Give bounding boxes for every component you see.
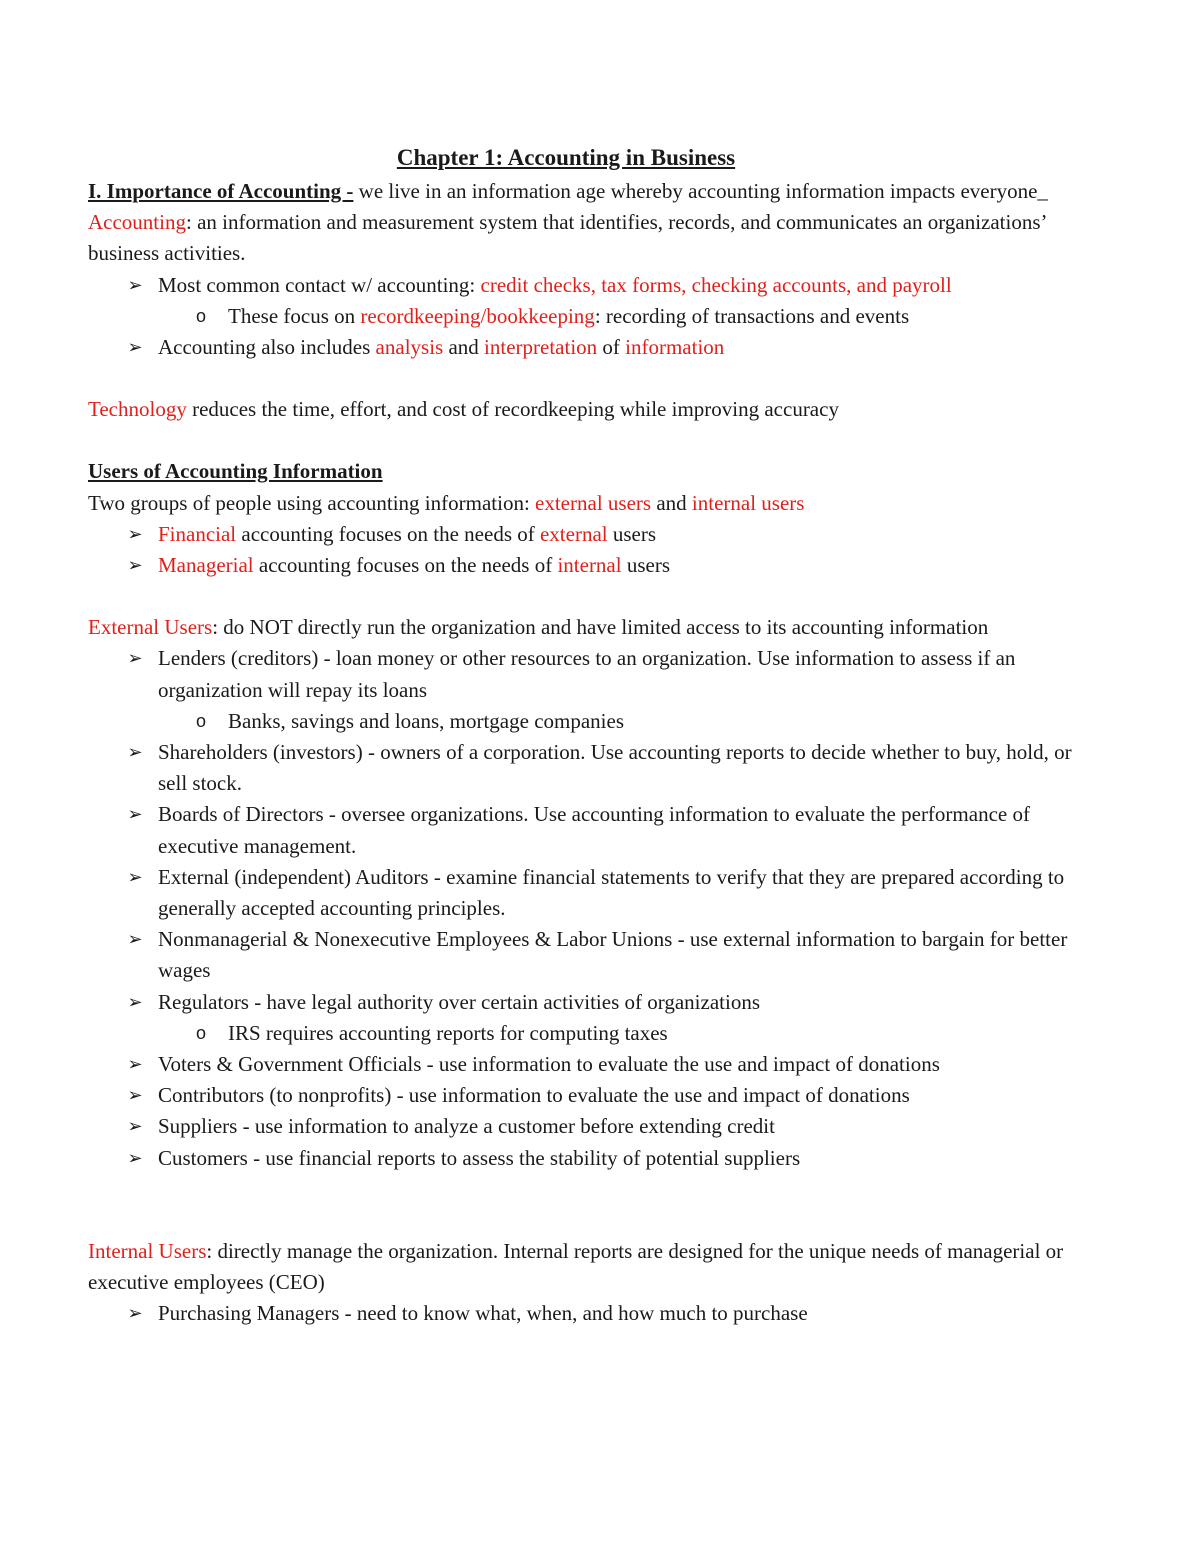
- contact-highlight: credit checks, tax forms, checking accounts, and payroll: [480, 272, 952, 297]
- external-users-term: External Users: [88, 615, 213, 640]
- contact-text: Most common contact w/ accounting:: [158, 272, 481, 297]
- external-item-text: Suppliers - use information to analyze a customer before extending credit: [158, 1114, 775, 1139]
- arrow-bullet-icon: ➢: [127, 1303, 143, 1325]
- technology-term: Technology: [88, 397, 187, 422]
- list-item: [158, 706, 1078, 737]
- managerial-term: Managerial: [158, 553, 254, 578]
- accounting-term: Accounting: [88, 210, 186, 235]
- arrow-bullet-icon: ➢: [127, 1116, 143, 1138]
- internal-users-term: Internal Users: [88, 1238, 207, 1263]
- arrow-bullet-icon: ➢: [127, 1147, 143, 1169]
- financial-term: Financial: [158, 521, 237, 546]
- contact-sublist: [158, 301, 1078, 332]
- regulators-sub-text: IRS requires accounting reports for computing taxes: [228, 1020, 668, 1045]
- list-item: [88, 1143, 1078, 1174]
- financial-mid: accounting focuses on the needs of: [236, 521, 540, 546]
- accounting-list: [88, 270, 1078, 364]
- spacer: [88, 425, 1078, 456]
- financial-post: users: [607, 521, 657, 546]
- internal-users-text: : directly manage the organization. Internal reports are designed for the unique needs of managerial or executive employees (CEO): [88, 1238, 1064, 1295]
- list-item: [88, 1298, 1078, 1329]
- external-item-text: Customers - use financial reports to assess the stability of potential suppliers: [158, 1145, 801, 1170]
- lenders-sublist: [158, 706, 1078, 737]
- users-intro-w1: external users: [535, 490, 652, 515]
- arrow-bullet-icon: ➢: [127, 866, 143, 888]
- lenders-sub-text: Banks, savings and loans, mortgage companies: [228, 708, 625, 733]
- list-item: [88, 332, 1078, 363]
- circle-bullet-icon: o: [196, 305, 207, 326]
- users-intro: [88, 488, 1078, 519]
- importance-heading: I. Importance of Accounting -: [88, 179, 354, 203]
- technology-paragraph: [88, 394, 1078, 425]
- document-page: [88, 140, 1078, 1330]
- chapter-title: Chapter 1: Accounting in Business: [396, 145, 736, 170]
- external-item-text: Contributors (to nonprofits) - use information to evaluate the use and impact of donations: [158, 1083, 910, 1108]
- sub-highlight: recordkeeping/bookkeeping: [360, 303, 595, 328]
- list-item: [88, 799, 1078, 861]
- arrow-bullet-icon: ➢: [127, 804, 143, 826]
- includes-pre: Accounting also includes: [158, 335, 376, 360]
- internal-users-paragraph: [88, 1236, 1078, 1298]
- spacer: [88, 363, 1078, 394]
- financial-w: external: [539, 521, 608, 546]
- arrow-bullet-icon: ➢: [127, 337, 143, 359]
- list-item: [88, 1080, 1078, 1111]
- users-list: [88, 519, 1078, 581]
- managerial-post: users: [621, 553, 671, 578]
- users-heading-line: [88, 456, 1078, 487]
- arrow-bullet-icon: ➢: [127, 742, 143, 764]
- sub-pre: These focus on: [228, 303, 361, 328]
- arrow-bullet-icon: ➢: [127, 929, 143, 951]
- external-item-text: External (independent) Auditors - examine financial statements to verify that they are prepared according to generally accepted accounting principles.: [158, 864, 1065, 921]
- external-item-text: Voters & Government Officials - use information to evaluate the use and impact of donations: [158, 1052, 940, 1077]
- accounting-definition-text: : an information and measurement system that identifies, records, and communicates an organizations’ business activities.: [88, 210, 1046, 266]
- includes-mid1: and: [443, 335, 485, 360]
- importance-text: we live in an information age whereby accounting information impacts everyone_: [353, 179, 1048, 203]
- list-item: [88, 737, 1078, 799]
- external-users-text: : do NOT directly run the organization and have limited access to its accounting information: [212, 615, 989, 640]
- includes-w2: interpretation: [484, 335, 598, 360]
- includes-mid2: of: [597, 335, 626, 360]
- accounting-definition: [88, 207, 1078, 269]
- users-heading: Users of Accounting Information: [88, 459, 383, 484]
- list-item: [88, 519, 1078, 550]
- external-item-text: Shareholders (investors) - owners of a corporation. Use accounting reports to decide whether to buy, hold, or sell stock.: [158, 740, 1072, 796]
- arrow-bullet-icon: ➢: [127, 555, 143, 577]
- regulators-sublist: [158, 1018, 1078, 1049]
- arrow-bullet-icon: ➢: [127, 274, 143, 296]
- arrow-bullet-icon: ➢: [127, 523, 143, 545]
- list-item: [88, 1049, 1078, 1080]
- list-item: [88, 643, 1078, 737]
- users-intro-mid: and: [651, 490, 692, 515]
- list-item: [88, 550, 1078, 581]
- arrow-bullet-icon: ➢: [127, 1085, 143, 1107]
- external-item-text: Boards of Directors - oversee organizations. Use accounting information to evaluate the performance of executive management.: [158, 802, 1030, 858]
- external-users-list: [88, 643, 1078, 1173]
- users-intro-w2: internal users: [691, 490, 805, 515]
- importance-paragraph: [88, 176, 1078, 207]
- managerial-w: internal: [557, 553, 622, 578]
- list-item: [158, 1018, 1078, 1049]
- external-item-text: Nonmanagerial & Nonexecutive Employees & Labor Unions - use external information to bargain for better wages: [158, 927, 1068, 983]
- circle-bullet-icon: o: [196, 710, 207, 731]
- list-item: [88, 1111, 1078, 1142]
- spacer: [88, 1174, 1078, 1236]
- external-item-text: Regulators - have legal authority over certain activities of organizations: [158, 989, 760, 1014]
- list-item: [88, 862, 1078, 924]
- spacer: [88, 581, 1078, 612]
- sub-post: : recording of transactions and events: [594, 303, 910, 328]
- arrow-bullet-icon: ➢: [127, 1054, 143, 1076]
- external-users-paragraph: [88, 612, 1078, 643]
- managerial-mid: accounting focuses on the needs of: [253, 553, 558, 578]
- circle-bullet-icon: o: [196, 1022, 207, 1043]
- internal-users-list: [88, 1298, 1078, 1329]
- includes-w1: analysis: [375, 335, 444, 360]
- users-intro-pre: Two groups of people using accounting information:: [88, 490, 536, 515]
- list-item: [88, 270, 1078, 332]
- external-item-text: Lenders (creditors) - loan money or other resources to an organization. Use information to assess if an organization will repay its loans: [158, 646, 1016, 702]
- internal-item-text: Purchasing Managers - need to know what, when, and how much to purchase: [158, 1301, 808, 1326]
- arrow-bullet-icon: ➢: [127, 991, 143, 1013]
- arrow-bullet-icon: ➢: [127, 648, 143, 670]
- list-item: [158, 301, 1078, 332]
- list-item: [88, 987, 1078, 1049]
- list-item: [88, 924, 1078, 986]
- technology-text: reduces the time, effort, and cost of recordkeeping while improving accuracy: [186, 397, 839, 422]
- includes-w3: information: [625, 335, 725, 360]
